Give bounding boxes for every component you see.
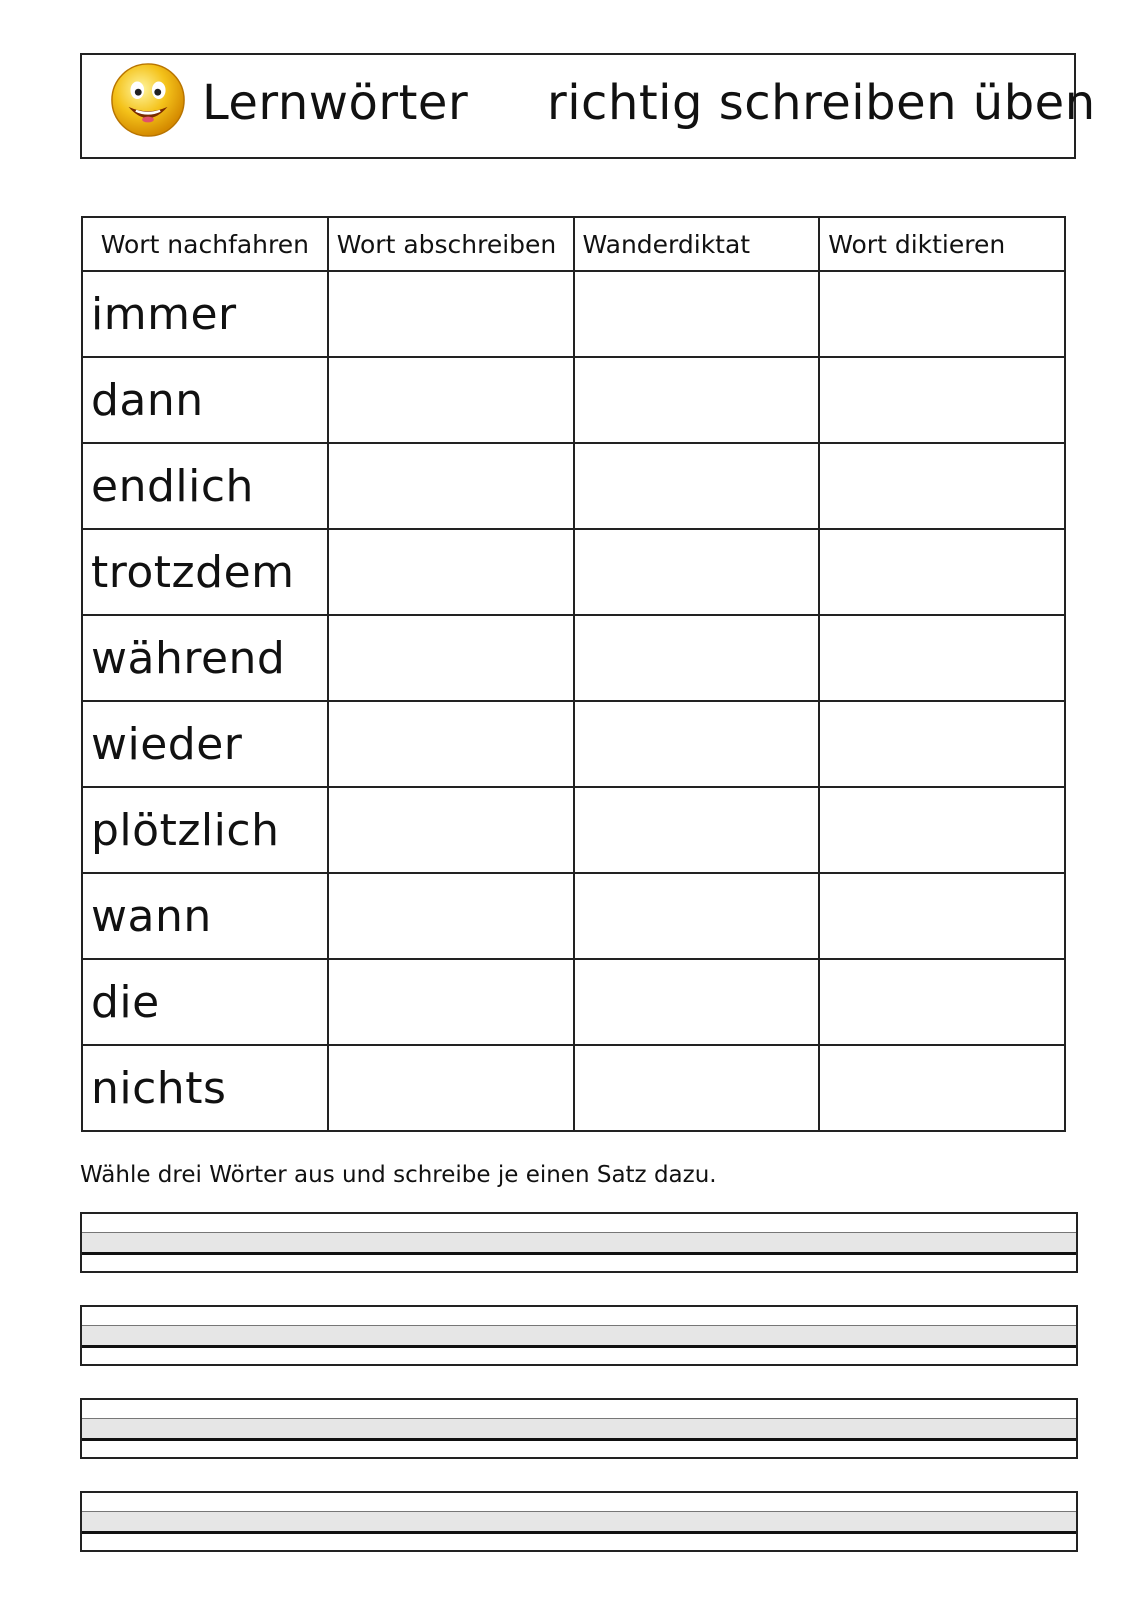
table-row [82, 443, 1065, 529]
word-cell: plötzlich [82, 787, 328, 873]
word-cell: dann [82, 357, 328, 443]
dictate-cell[interactable] [819, 443, 1065, 529]
word-cell: während [82, 615, 328, 701]
wander-dictation-cell[interactable] [574, 701, 820, 787]
wander-dictation-cell[interactable] [574, 873, 820, 959]
copy-cell[interactable] [328, 443, 574, 529]
wander-dictation-cell[interactable] [574, 1045, 820, 1131]
wander-dictation-cell[interactable] [574, 787, 820, 873]
copy-cell[interactable] [328, 357, 574, 443]
writing-line-set[interactable] [80, 1398, 1078, 1459]
midzone-band [82, 1232, 1076, 1253]
word-cell: nichts [82, 1045, 328, 1131]
table-row [82, 873, 1065, 959]
copy-cell[interactable] [328, 271, 574, 357]
dictate-cell[interactable] [819, 959, 1065, 1045]
table-row [82, 529, 1065, 615]
writing-line-set[interactable] [80, 1212, 1078, 1273]
baseline [82, 1252, 1076, 1255]
writing-instruction: Wähle drei Wörter aus und schreibe je einen Satz dazu. [80, 1162, 717, 1188]
midzone-band [82, 1511, 1076, 1532]
header-dictate: Wort diktieren [819, 217, 1065, 271]
dictate-cell[interactable] [819, 271, 1065, 357]
table-header-row [82, 217, 1065, 271]
copy-cell[interactable] [328, 701, 574, 787]
dictate-cell[interactable] [819, 529, 1065, 615]
word-cell: die [82, 959, 328, 1045]
table-row [82, 787, 1065, 873]
word-practice-table [81, 216, 1066, 1132]
table-row [82, 1045, 1065, 1131]
table-row [82, 615, 1065, 701]
dictate-cell[interactable] [819, 787, 1065, 873]
page-title: Lernwörter richtig schreiben üben [202, 75, 1096, 131]
writing-line-set[interactable] [80, 1305, 1078, 1366]
dictate-cell[interactable] [819, 357, 1065, 443]
wander-dictation-cell[interactable] [574, 959, 820, 1045]
copy-cell[interactable] [328, 529, 574, 615]
midzone-band [82, 1418, 1076, 1439]
dictate-cell[interactable] [819, 1045, 1065, 1131]
dictate-cell[interactable] [819, 873, 1065, 959]
table-row [82, 357, 1065, 443]
writing-line-set[interactable] [80, 1491, 1078, 1552]
table-row [82, 959, 1065, 1045]
header-wander-dictation: Wanderdiktat [574, 217, 820, 271]
dictate-cell[interactable] [819, 615, 1065, 701]
baseline [82, 1438, 1076, 1441]
header-trace: Wort nachfahren [82, 217, 328, 271]
wander-dictation-cell[interactable] [574, 615, 820, 701]
copy-cell[interactable] [328, 1045, 574, 1131]
wander-dictation-cell[interactable] [574, 529, 820, 615]
baseline [82, 1531, 1076, 1534]
copy-cell[interactable] [328, 959, 574, 1045]
midzone-band [82, 1325, 1076, 1346]
word-cell: wieder [82, 701, 328, 787]
copy-cell[interactable] [328, 787, 574, 873]
table-row [82, 271, 1065, 357]
table-row [82, 701, 1065, 787]
word-cell: immer [82, 271, 328, 357]
dictate-cell[interactable] [819, 701, 1065, 787]
wander-dictation-cell[interactable] [574, 271, 820, 357]
baseline [82, 1345, 1076, 1348]
word-cell: endlich [82, 443, 328, 529]
word-cell: wann [82, 873, 328, 959]
smiley-face-icon [109, 61, 187, 139]
wander-dictation-cell[interactable] [574, 357, 820, 443]
title-box [80, 53, 1096, 159]
copy-cell[interactable] [328, 615, 574, 701]
header-copy: Wort abschreiben [328, 217, 574, 271]
wander-dictation-cell[interactable] [574, 443, 820, 529]
word-cell: trotzdem [82, 529, 328, 615]
copy-cell[interactable] [328, 873, 574, 959]
